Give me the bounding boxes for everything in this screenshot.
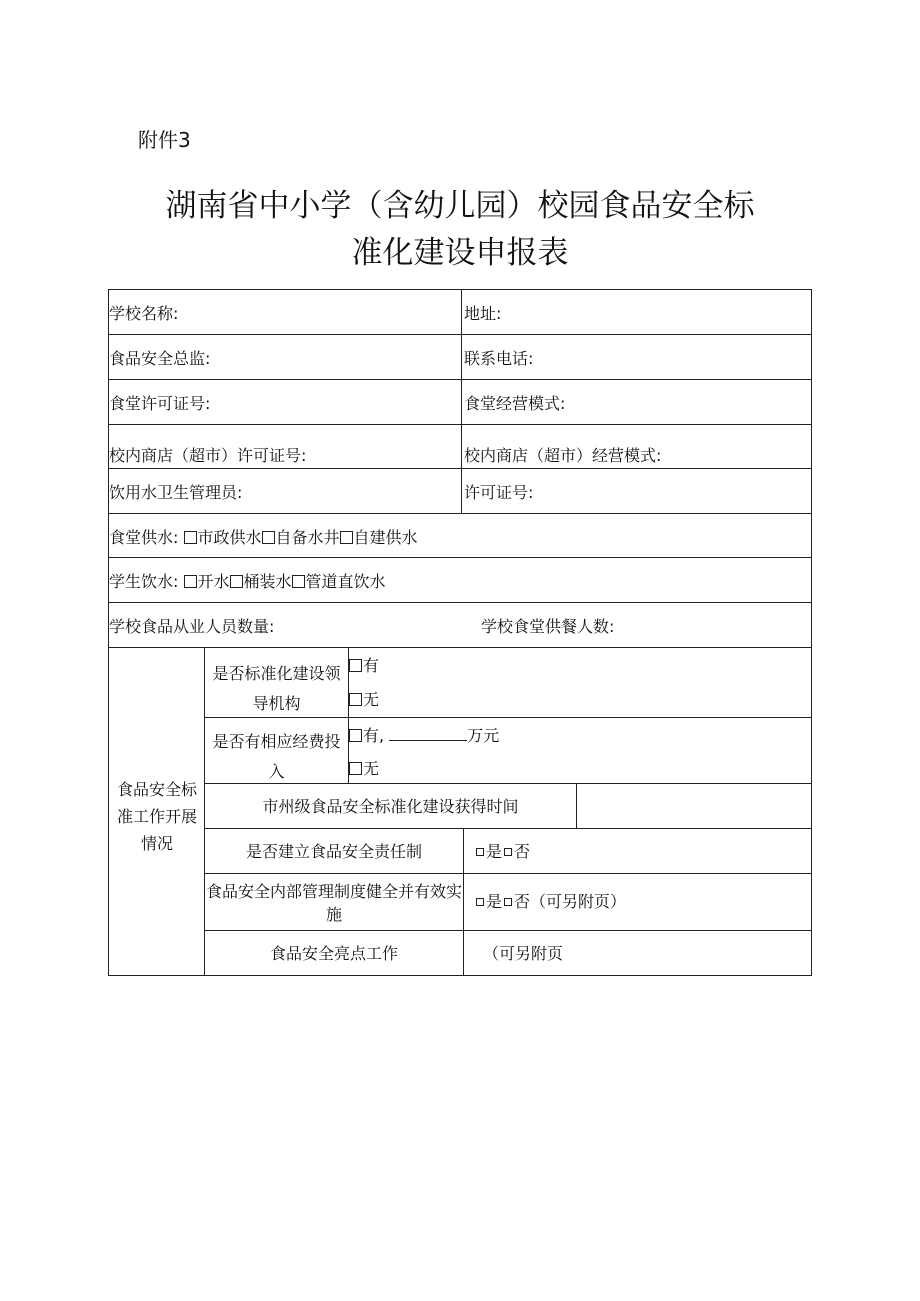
row-divider <box>108 513 812 514</box>
address-field[interactable]: 地址: <box>464 304 502 323</box>
column-divider <box>461 289 462 514</box>
responsibility-options: 是 否 <box>474 842 530 862</box>
row-divider <box>108 557 812 558</box>
city-level-time-input[interactable] <box>580 797 808 817</box>
highlight-question: 食品安全亮点工作 <box>269 944 398 963</box>
row-divider <box>108 334 812 335</box>
store-mode-field[interactable]: 校内商店（超市）经营模式: <box>464 446 662 465</box>
form-title-line-1: 湖南省中小学（含幼儿园）校园食品安全标 <box>165 188 755 224</box>
checkbox[interactable] <box>349 762 362 775</box>
option-pipe-direct: 管道直饮水 <box>305 572 386 591</box>
city-level-time-label: 市州级食品安全标准化建设获得时间 <box>262 797 519 816</box>
checkbox[interactable] <box>476 898 484 906</box>
checkbox[interactable] <box>230 575 243 588</box>
funding-question: 是否有相应经费投入 <box>212 732 341 781</box>
leadership-yes: 有 <box>349 656 379 676</box>
row-divider <box>204 873 812 874</box>
column-divider <box>463 828 464 976</box>
highlight-note[interactable]: （可另附页 <box>483 944 564 963</box>
row-divider <box>108 647 812 648</box>
section-label: 食品安全标准工作开展情况 <box>116 780 197 853</box>
checkbox[interactable] <box>184 531 197 544</box>
amount-blank[interactable] <box>389 726 467 741</box>
row-divider <box>108 468 812 469</box>
checkbox[interactable] <box>262 531 275 544</box>
checkbox[interactable] <box>504 898 512 906</box>
form-title-line-2: 准化建设申报表 <box>351 235 569 271</box>
row-divider <box>108 424 812 425</box>
canteen-water-label: 食堂供水: <box>109 528 179 547</box>
attachment-label: 附件3 <box>138 128 191 152</box>
option-boiled-water: 开水 <box>197 572 230 591</box>
checkbox[interactable] <box>340 531 353 544</box>
staff-count-field[interactable]: 学校食品从业人员数量: <box>109 617 275 636</box>
internal-management-options: 是 否（可另附页） <box>474 892 626 912</box>
checkbox[interactable] <box>184 575 197 588</box>
responsibility-question: 是否建立食品安全责任制 <box>245 842 422 861</box>
canteen-water-row <box>109 528 418 548</box>
canteen-mode-field[interactable]: 食堂经营模式: <box>464 394 566 413</box>
permit-number-field[interactable]: 许可证号: <box>464 483 534 502</box>
leadership-no: 无 <box>349 690 379 710</box>
row-divider <box>204 828 812 829</box>
option-municipal: 市政供水 <box>197 528 262 547</box>
checkbox[interactable] <box>504 848 512 856</box>
row-divider <box>108 602 812 603</box>
checkbox[interactable] <box>349 729 362 742</box>
row-divider <box>108 379 812 380</box>
table-top-border <box>108 289 812 290</box>
water-manager-field[interactable]: 饮用水卫生管理员: <box>109 483 243 502</box>
school-name-field[interactable]: 学校名称: <box>109 304 179 323</box>
option-self-built: 自建供水 <box>353 528 418 547</box>
canteen-license-field[interactable]: 食堂许可证号: <box>109 394 211 413</box>
checkbox[interactable] <box>292 575 305 588</box>
food-safety-director-field[interactable]: 食品安全总监: <box>109 349 211 368</box>
table-bottom-border <box>108 975 812 976</box>
funding-yes: 有, 万元 <box>349 726 499 746</box>
column-divider <box>576 783 577 829</box>
internal-management-question: 食品安全内部管理制度健全并有效实施 <box>205 882 462 924</box>
checkbox[interactable] <box>349 659 362 672</box>
option-own-well: 自备水井 <box>275 528 340 547</box>
option-bottled-water: 桶装水 <box>243 572 292 591</box>
checkbox[interactable] <box>349 693 362 706</box>
phone-field[interactable]: 联系电话: <box>464 349 534 368</box>
student-water-row <box>109 572 386 592</box>
meal-count-field[interactable]: 学校食堂供餐人数: <box>481 617 615 636</box>
store-license-field[interactable]: 校内商店（超市）许可证号: <box>109 446 307 465</box>
row-divider <box>204 930 812 931</box>
checkbox[interactable] <box>476 848 484 856</box>
funding-no: 无 <box>349 759 379 779</box>
student-water-label: 学生饮水: <box>109 572 179 591</box>
leadership-question: 是否标准化建设领导机构 <box>212 664 341 713</box>
